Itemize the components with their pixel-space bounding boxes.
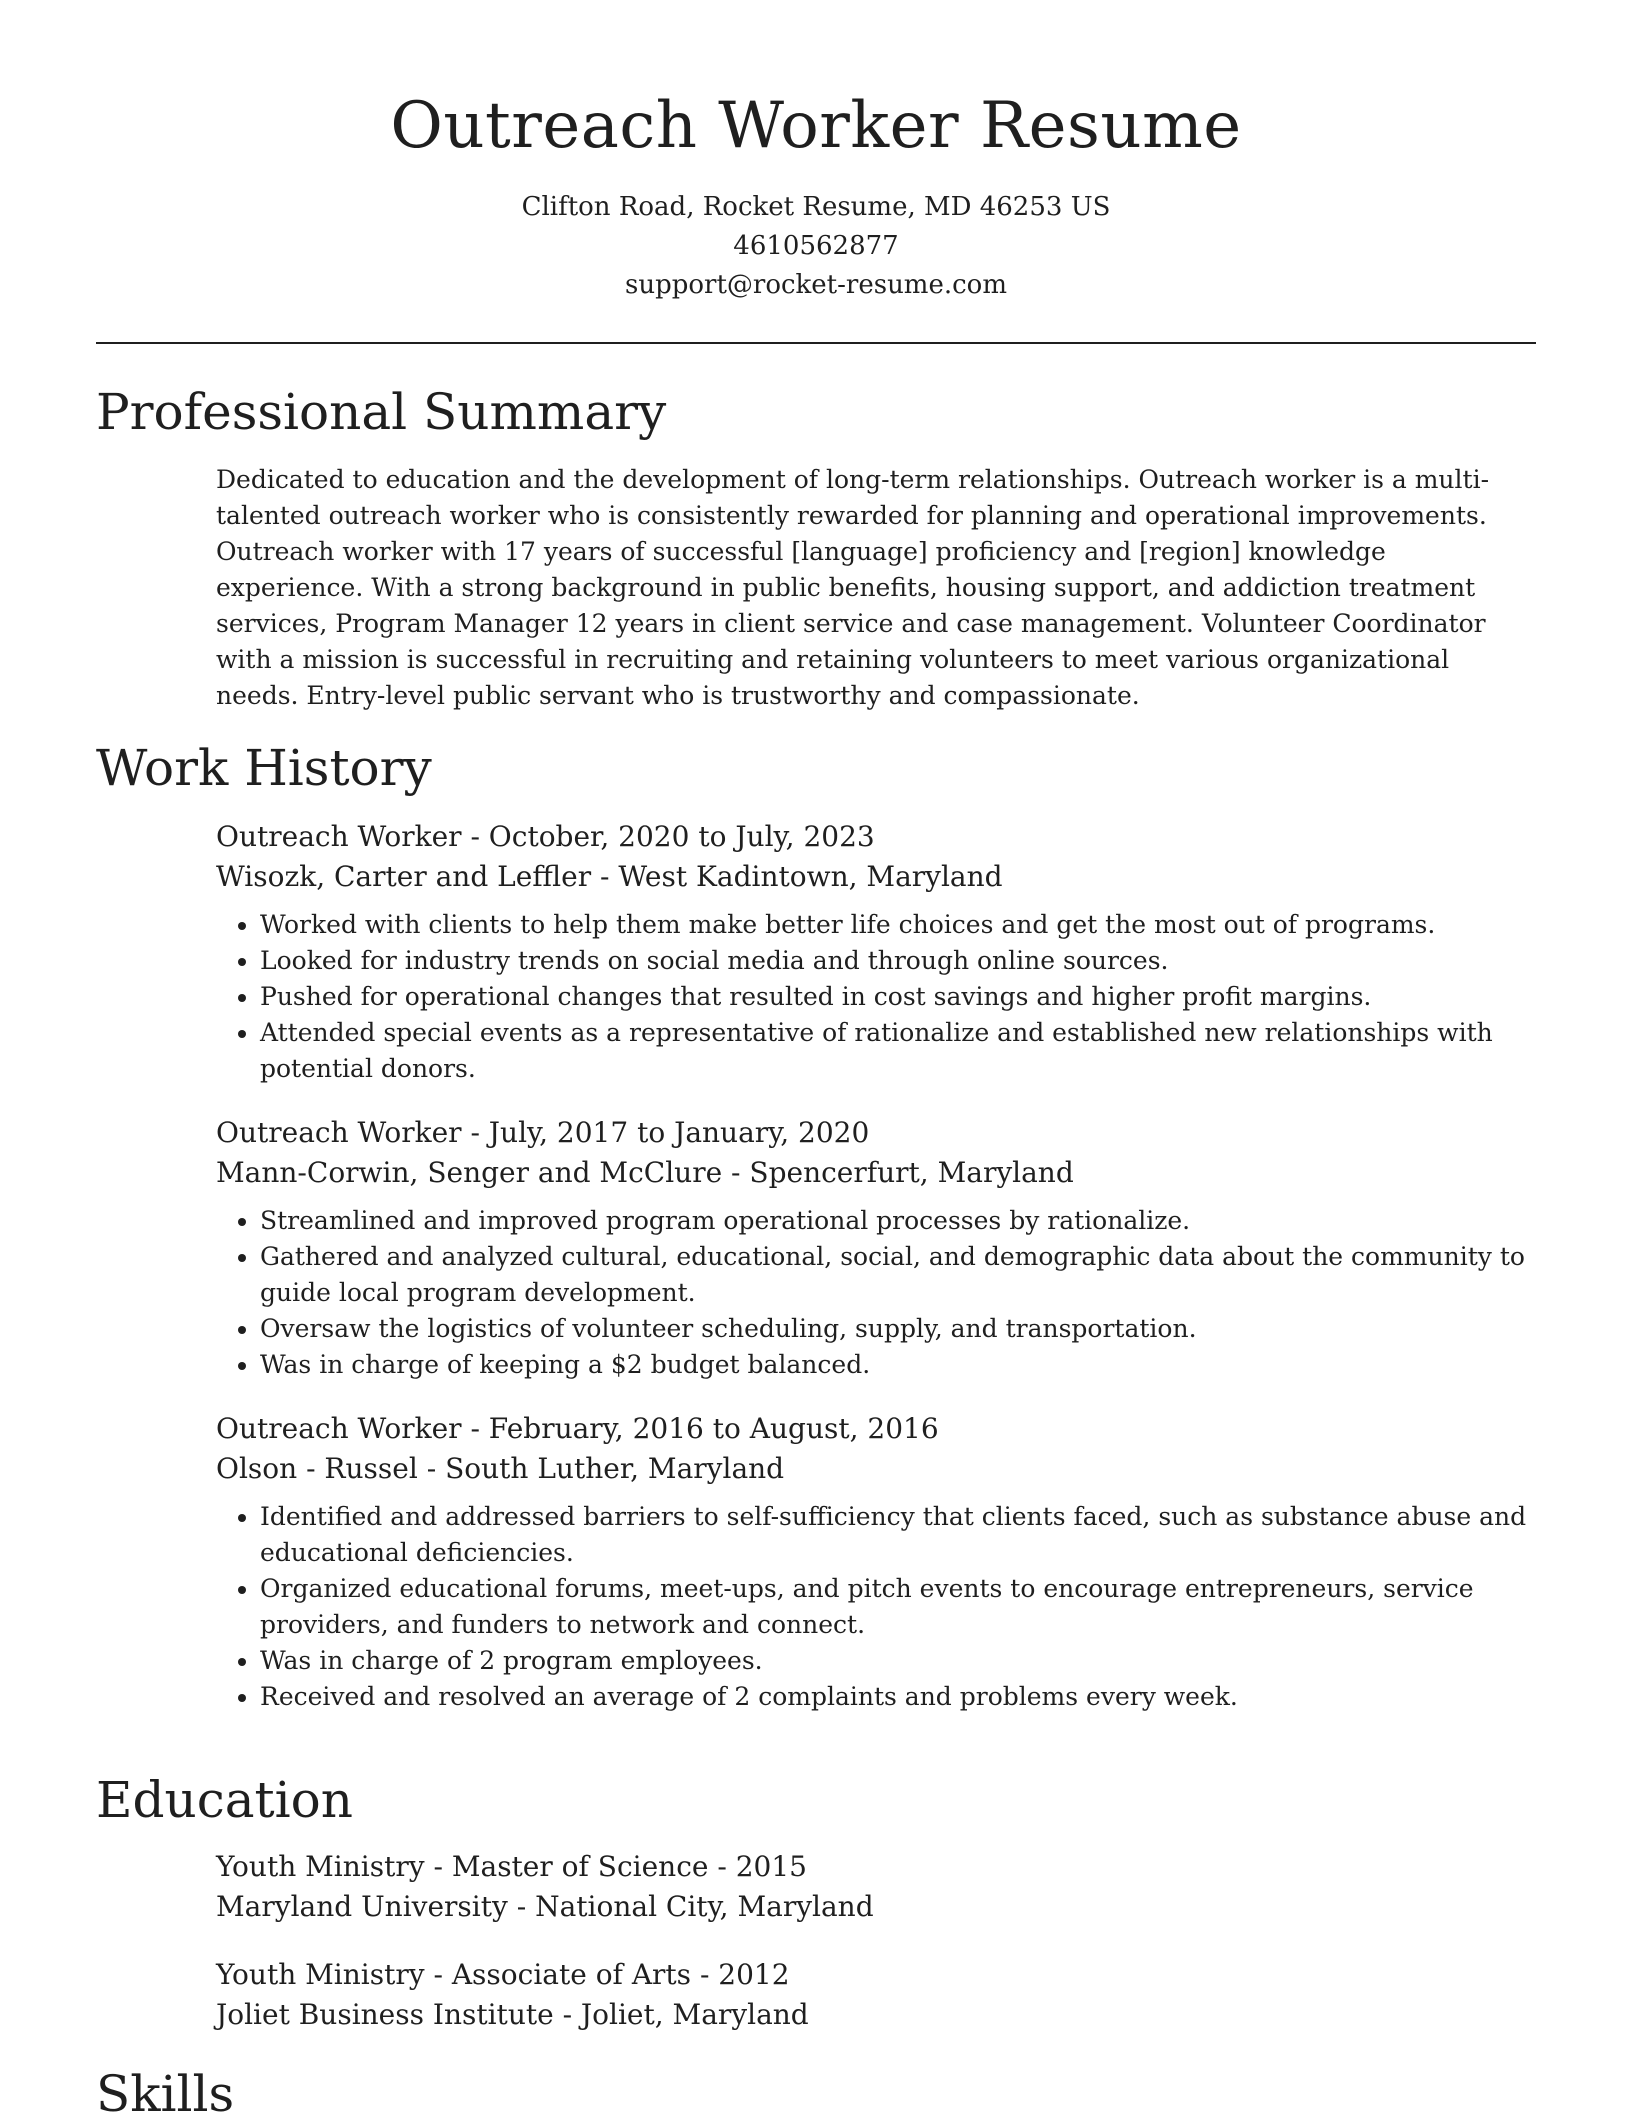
section-title-skills: Skills <box>96 2065 235 2123</box>
job-bullets <box>216 1203 1536 1383</box>
summary-block <box>216 462 1536 714</box>
education-degree: Youth Ministry - Associate of Arts - 2012 <box>216 1958 790 1991</box>
job-bullet: • Looked for industry trends on social media and through online sources. <box>260 943 1536 979</box>
job-bullet: • Oversaw the logistics of volunteer scheduling, supply, and transportation. <box>260 1311 1536 1347</box>
job-bullets <box>216 907 1536 1087</box>
job-title-dates: Outreach Worker - July, 2017 to January, 2020 <box>216 1116 870 1149</box>
section-title-education: Education <box>96 1771 353 1829</box>
education-school: Joliet Business Institute - Joliet, Maryland <box>216 1998 809 2031</box>
job-entry <box>216 1409 1536 1715</box>
resume-title: Outreach Worker Resume <box>390 89 1242 163</box>
job-bullet: • Gathered and analyzed cultural, educational, social, and demographic data about the community to guide local program development. <box>260 1239 1536 1311</box>
job-company-location: Wisozk, Carter and Leffler - West Kadintown, Maryland <box>216 860 1003 893</box>
job-title-dates: Outreach Worker - February, 2016 to August, 2016 <box>216 1412 939 1445</box>
job-bullet: • Identified and addressed barriers to self-sufficiency that clients faced, such as substance abuse and educational deficiencies. <box>260 1499 1536 1571</box>
job-bullet: • Received and resolved an average of 2 complaints and problems every week. <box>260 1679 1536 1715</box>
education-entry <box>216 1955 1536 2035</box>
summary-text: Dedicated to education and the development of long-term relationships. Outreach worker is a multi-talented outreach worker who is consistently rewarded for planning and operational improvements. Outreach worker with 17 years of successful [language] proficiency and [region] knowledge experience. With a strong background in public benefits, housing support, and addiction treatment services, Program Manager 12 years in client service and case management. Volunteer Coordinator with a mission is successful in recruiting and retaining volunteers to meet various organizational needs. Entry-level public servant who is trustworthy and compassionate. <box>216 465 1490 710</box>
education-school: Maryland University - National City, Maryland <box>216 1890 874 1923</box>
education-entry <box>216 1847 1536 1927</box>
job-bullet: • Was in charge of 2 program employees. <box>260 1643 1536 1679</box>
job-company-location: Olson - Russel - South Luther, Maryland <box>216 1452 785 1485</box>
job-bullet: • Streamlined and improved program operational processes by rationalize. <box>260 1203 1536 1239</box>
job-entry <box>216 1113 1536 1383</box>
education-degree: Youth Ministry - Master of Science - 2015 <box>216 1850 807 1883</box>
job-bullet: • Pushed for operational changes that resulted in cost savings and higher profit margins. <box>260 979 1536 1015</box>
job-title-dates: Outreach Worker - October, 2020 to July, 2023 <box>216 820 875 853</box>
job-bullet: • Worked with clients to help them make better life choices and get the most out of programs. <box>260 907 1536 943</box>
job-bullet: • Attended special events as a representative of rationalize and established new relationships with potential donors. <box>260 1015 1536 1087</box>
job-bullet: • Was in charge of keeping a $2 budget balanced. <box>260 1347 1536 1383</box>
education-block <box>216 1847 1536 2063</box>
section-title-work-history: Work History <box>96 739 432 797</box>
contact-info <box>96 188 1536 305</box>
job-bullets <box>216 1499 1536 1715</box>
contact-phone: 4610562877 <box>733 231 899 261</box>
job-bullet: • Organized educational forums, meet-ups, and pitch events to encourage entrepreneurs, service providers, and funders to network and connect. <box>260 1571 1536 1643</box>
contact-email: support@rocket-resume.com <box>624 270 1007 300</box>
job-entry <box>216 817 1536 1087</box>
work-history-block <box>216 817 1536 1741</box>
resume-header <box>96 80 1536 305</box>
section-title-summary: Professional Summary <box>96 383 667 441</box>
contact-address: Clifton Road, Rocket Resume, MD 46253 US <box>521 192 1111 222</box>
job-company-location: Mann-Corwin, Senger and McClure - Spencerfurt, Maryland <box>216 1156 1074 1189</box>
header-divider <box>96 342 1536 344</box>
